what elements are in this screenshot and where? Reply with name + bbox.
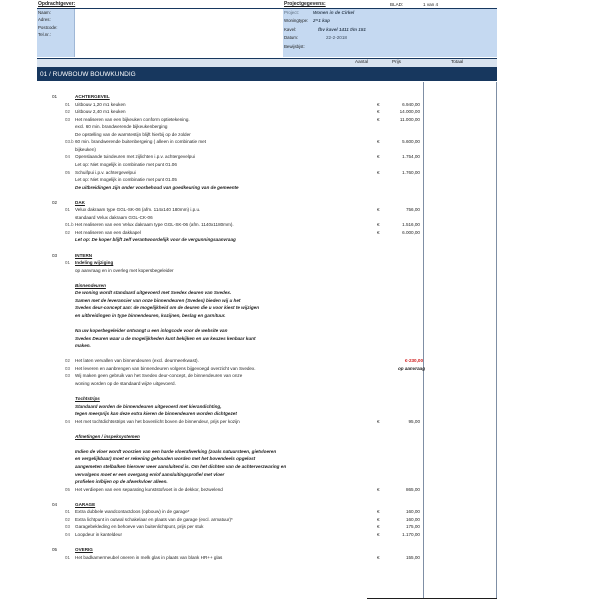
line-item <box>37 276 497 282</box>
section-number: 02 <box>52 199 58 205</box>
column-header-aantal: Aantal <box>355 59 369 64</box>
item-number: 01 <box>65 101 70 107</box>
project-value: Wonen in de Cirkel <box>313 9 355 15</box>
item-description: maken. <box>75 343 91 349</box>
line-item <box>37 344 497 350</box>
item-description: Afmetingen / inspeksystemen <box>75 433 140 439</box>
line-item <box>37 397 497 403</box>
line-item <box>37 231 497 237</box>
currency-symbol: € <box>377 524 380 530</box>
line-item <box>37 110 497 116</box>
client-phone-label: Tel.nr.: <box>38 32 51 37</box>
line-item <box>37 488 497 494</box>
line-item <box>37 359 497 365</box>
item-description: Schuifpui i.p.v. achtergevelpui <box>75 169 136 175</box>
item-description: GARAGE <box>75 501 96 507</box>
item-price: 160,00 <box>405 509 420 515</box>
item-number: 03 <box>65 524 70 530</box>
line-item <box>37 140 497 146</box>
item-description: tegen meerprijs kan deze extra kieren de binnendeuren worden dichtgezet <box>75 411 237 417</box>
item-description: Let op: De koper blijft zelf verantwoordelijk voor de vergunningsaanvraag <box>75 237 236 243</box>
item-number: 01.b <box>65 222 74 228</box>
line-item <box>37 540 497 546</box>
line-item <box>37 450 497 456</box>
item-price: 14.000,00 <box>399 109 420 115</box>
line-item <box>37 382 497 388</box>
line-item <box>37 284 497 290</box>
date-label: Datum: <box>284 35 299 40</box>
item-price: 756,00 <box>405 207 420 213</box>
item-description: Samen met de leverancier van onze binnendeuren (Svedex) bieden wij u het <box>75 297 241 303</box>
item-number: 02 <box>65 229 70 235</box>
item-number: 03 <box>65 116 70 122</box>
item-description: en vergelijkbaar) moet er rekening gehouden worden met het bovendeels opgelost <box>75 456 256 462</box>
line-item <box>37 178 497 184</box>
currency-symbol: € <box>377 101 380 107</box>
item-price: 95,00 <box>408 418 420 424</box>
item-description: De opstelling van de warmtestijn blijft hierbij op de zolder <box>75 131 191 137</box>
item-price: 1.516,00 <box>402 222 420 228</box>
line-item <box>37 420 497 426</box>
client-name-label: Naam: <box>38 9 51 15</box>
line-item <box>37 367 497 373</box>
quotation-sheet <box>37 2 497 600</box>
item-price: op aanvraag <box>397 365 425 371</box>
item-description: De woning wordt standaard uitgevoerd met Svedex deuren van Svedex. <box>75 290 232 296</box>
section-number: 05 <box>52 547 58 552</box>
item-description: Na uw koperbegeleider ontvangt u een inlogcode voor de website van <box>75 328 228 334</box>
bottom-divider <box>367 598 497 599</box>
line-item <box>37 163 497 169</box>
currency-symbol: € <box>377 516 380 522</box>
line-item <box>37 314 497 320</box>
line-item <box>37 412 497 418</box>
currency-symbol: € <box>377 222 380 228</box>
line-item <box>37 389 497 395</box>
item-description: Het realiseren van een bijkeuken conform optietekening. <box>75 116 190 122</box>
item-description: bijkeuken) <box>75 146 96 152</box>
item-description: Uitbouw 2,40 m1 keuken <box>75 109 126 115</box>
item-description: excl. 60 min. brandwerende bijkeukenberging <box>75 124 168 130</box>
item-description: op aanvraag en in overleg met kopersbegeleider <box>75 267 174 273</box>
line-item <box>37 118 497 124</box>
item-description: en uitbreidingen in type binnendeuren, kozijnen, beslag en garnituur. <box>75 312 226 318</box>
line-item <box>37 548 497 554</box>
item-description: Garagebekleding en behoeve van buitenlichtpunt, prijs per stuk <box>75 524 204 530</box>
item-description: INTERN <box>75 252 93 258</box>
line-item <box>37 329 497 335</box>
line-item <box>37 405 497 411</box>
line-item <box>37 291 497 297</box>
item-price: 1.754,00 <box>402 154 420 160</box>
item-price: 11.000,00 <box>399 116 420 122</box>
item-price: 5.600,00 <box>402 139 420 145</box>
item-description: Openslaande tuindeuren met zijlichten i.p.v. achtergevelpui <box>75 154 195 160</box>
item-price: 6.000,00 <box>402 229 420 235</box>
item-number: 03.b <box>65 139 74 145</box>
item-price: 1.760,00 <box>402 169 420 175</box>
line-item <box>37 95 497 101</box>
section-number: 01 <box>52 94 58 99</box>
section-title: 01 / RUWBOUW BOUWKUNDIG <box>40 70 136 78</box>
currency-symbol: € <box>377 109 380 115</box>
item-number: 02 <box>65 516 70 522</box>
item-description: Het realiseren van een dakkapel <box>75 229 141 235</box>
line-item <box>37 148 497 154</box>
item-description: De uitbreidingen zijn onder voorbehoud van goedkeuring van de gemeente <box>75 184 239 190</box>
item-description: Indeling wijziging <box>75 260 114 266</box>
currency-symbol: € <box>377 509 380 515</box>
line-item <box>37 223 497 229</box>
item-description: Let op: Niet mogelijk in combinatie met punt 01.05 <box>75 177 177 183</box>
item-price: 6.940,00 <box>402 101 420 107</box>
currency-symbol: € <box>377 418 380 424</box>
line-item <box>37 337 497 343</box>
item-description: Tochtstrips <box>75 396 100 401</box>
line-item <box>37 186 497 192</box>
item-price: 1.170,00 <box>402 531 420 537</box>
line-item <box>37 261 497 267</box>
house-type-label: Woningtype: <box>284 18 309 23</box>
column-header-row <box>37 58 497 67</box>
item-number: 04 <box>65 531 70 537</box>
currency-symbol: € <box>377 154 380 160</box>
item-description: Indien de vloer wordt voorzien van een harde vloerafwerking (zoals natuursteen, gietvloeren <box>75 448 277 454</box>
item-price: 155,00 <box>405 554 420 560</box>
client-header-title: Opdrachtgever: <box>38 1 76 7</box>
item-number: 03 <box>65 365 70 371</box>
line-item <box>37 473 497 479</box>
item-description: aangemeten stelbalken hierover weer aansluitend is. Om het dichten van de achterverzwaring en <box>75 463 287 469</box>
sheet-number: 1 van 4 <box>423 1 439 7</box>
item-price: 160,00 <box>405 516 420 522</box>
line-item <box>37 171 497 177</box>
line-item <box>37 352 497 358</box>
item-number: 01 <box>65 260 70 266</box>
column-header-totaal: Totaal <box>451 59 464 64</box>
house-type-value: 2^1 kap <box>313 18 330 23</box>
item-description: Svedex Deuren waar u de mogelijkheden kunt bekijken en uw keuzes kenbaar kunt <box>75 335 256 341</box>
item-price: 865,00 <box>405 486 420 492</box>
line-item <box>37 495 497 501</box>
line-item <box>37 103 497 109</box>
currency-symbol: € <box>377 116 380 122</box>
section-number: 04 <box>52 501 58 507</box>
item-price: 175,00 <box>405 524 420 530</box>
line-item <box>37 306 497 312</box>
item-description: Extra dubbele wandcontactdoos (opbouw) in de garage* <box>75 509 190 515</box>
currency-symbol: € <box>377 229 380 235</box>
item-description: Het badkamermeubel oneren in melk glas in plaats van blank HR++ glas <box>75 554 223 560</box>
item-description: Het laten vervallen van binnendeuren (excl. deurmeerkwast). <box>75 358 199 364</box>
item-price: €-230,00 <box>404 358 423 364</box>
item-number: 01 <box>65 207 70 213</box>
item-description: DAK <box>75 199 85 205</box>
line-item <box>37 442 497 448</box>
item-description: ACHTERGEVEL <box>75 94 110 99</box>
line-item <box>37 465 497 471</box>
line-item <box>37 457 497 463</box>
currency-symbol: € <box>377 139 380 145</box>
line-item <box>37 427 497 433</box>
item-description: Uitbouw 1,20 m1 keuken <box>75 101 126 107</box>
line-item <box>37 480 497 486</box>
item-description: 60 min. brandwerende buitenbergeing ( alleen in combinatie met <box>75 139 207 145</box>
line-item <box>37 254 497 260</box>
currency-symbol: € <box>377 169 380 175</box>
line-item <box>37 208 497 214</box>
currency-symbol: € <box>377 554 380 560</box>
project-label: Project: <box>284 9 299 15</box>
item-number: 04 <box>65 154 70 160</box>
line-item <box>37 556 497 562</box>
line-item <box>37 133 497 139</box>
sheet-label: BLAD: <box>390 1 404 7</box>
item-description: vervolgens moet er een overgang en/of aansluitingsprofiel met vloer <box>75 471 225 477</box>
line-item <box>37 216 497 222</box>
line-item <box>37 374 497 380</box>
line-item <box>37 435 497 441</box>
line-item <box>37 193 497 199</box>
line-item <box>37 155 497 161</box>
item-description: Het met tochtdichtsstrips van het bovenlicht boven de binnendeur, prijs per kozijn <box>75 418 240 424</box>
currency-symbol: € <box>377 207 380 213</box>
line-item <box>37 269 497 275</box>
item-description: Loopdeur in kanteldeur <box>75 531 122 537</box>
client-postcode-label: Postcode: <box>38 24 58 30</box>
item-number: 01 <box>65 554 70 560</box>
item-description: profielen in/bijen op de afwerkvloer alleen. <box>75 479 168 485</box>
line-item <box>37 125 497 131</box>
section-number: 03 <box>52 252 58 258</box>
item-description: Het verdiepen van een separating kunststofvoet in de dekkor, bezwelend <box>75 486 223 492</box>
item-number: 02 <box>65 358 70 364</box>
item-description: Binnendeuren <box>75 282 106 288</box>
item-description: Wij maken geen gebruik van het Svedex deur-concept, de binnendeuren van onze <box>75 373 243 379</box>
line-item <box>37 246 497 252</box>
client-input-area[interactable] <box>74 9 284 57</box>
item-description: standaard Velux dakraam GGL-CK-06 <box>75 214 153 220</box>
signature-label: Bewijsbjst: <box>284 44 305 49</box>
item-description: OVERIG <box>75 547 93 552</box>
item-description: Velux dakraam type GGL-SK-06 (afm. 114x140 180mm) i.p.u. <box>75 207 201 213</box>
project-info-panel <box>283 9 497 57</box>
lot-label: Kavel: <box>284 27 297 32</box>
currency-symbol: € <box>377 531 380 537</box>
line-item <box>37 533 497 539</box>
project-header-title: Projectgegevens: <box>284 1 326 7</box>
line-item <box>37 525 497 531</box>
item-description: Standaard worden de binnendeuren uitgevoerd met kierandichting, <box>75 403 222 409</box>
item-description: Let op: Niet mogelijk in combinatie met punt 01.06 <box>75 161 177 167</box>
line-item <box>37 510 497 516</box>
item-description: woning worden op de standaard wijze uitgevoerd. <box>75 380 176 386</box>
item-number: 03 <box>65 373 70 379</box>
line-item <box>37 299 497 305</box>
line-item <box>37 201 497 207</box>
line-item <box>37 518 497 524</box>
client-address-label: Adres: <box>38 17 51 22</box>
line-item <box>37 238 497 244</box>
lot-value: fbv kavel 1411 t/m 151 <box>318 27 366 32</box>
line-item <box>37 322 497 328</box>
item-number: 02 <box>65 109 70 115</box>
item-number: 04 <box>65 418 70 424</box>
item-number: 05 <box>65 169 70 175</box>
column-header-prijs: Prijs <box>392 59 401 64</box>
line-item <box>37 503 497 509</box>
item-number: 01 <box>65 509 70 515</box>
currency-symbol: € <box>377 486 380 492</box>
item-description: Het realiseren van een Velux dakraam type GGL-SK-06 (afm. 1140x1180mm). <box>75 222 234 228</box>
item-description: Het leveren en aanbrengen van binnendeuren volgens bijgevoegd overzicht van Svedex. <box>75 365 256 371</box>
item-description: Svedex deur-concept aan: de mogelijkheid om de deuren die u voor kiest te wijzigen <box>75 305 260 311</box>
item-description: Extra lichtpunt in outwal schakelaar en plaats van de garage (excl. armatuur)* <box>75 516 233 522</box>
date-value: 22-2-2018 <box>326 35 347 40</box>
item-number: 05 <box>65 486 70 492</box>
